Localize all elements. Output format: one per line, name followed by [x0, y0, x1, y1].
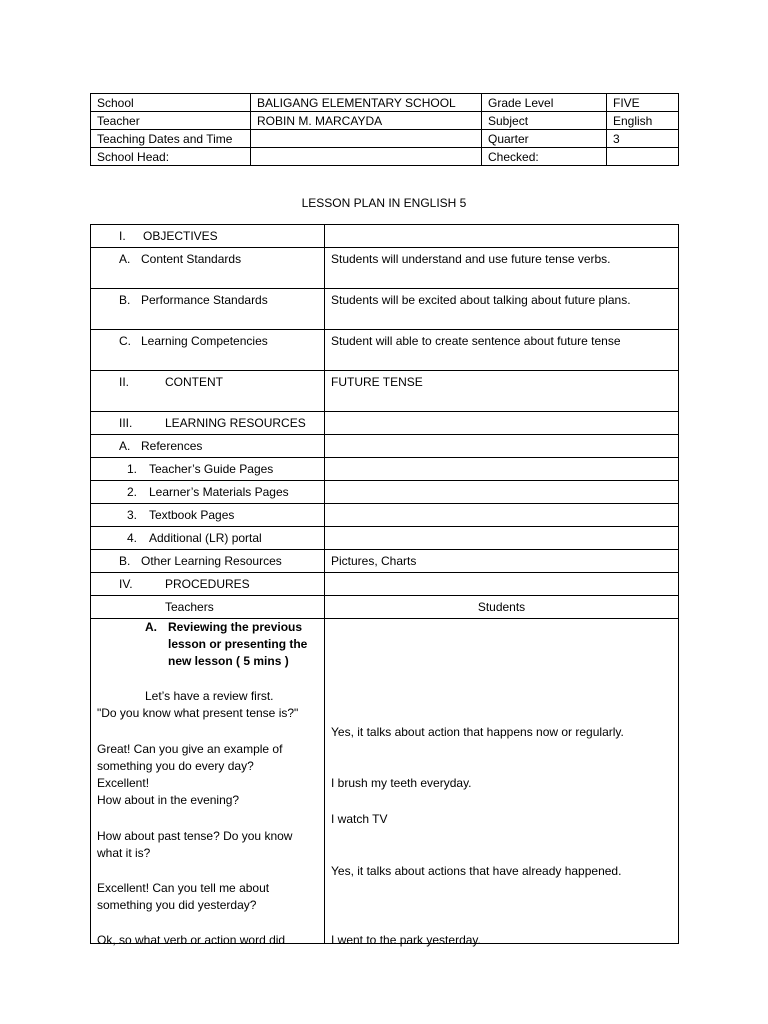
- content-standards-label: A. Content Standards: [91, 248, 325, 289]
- table-row: [91, 412, 679, 435]
- table-row: [91, 527, 679, 550]
- info-label-school: School: [91, 94, 251, 112]
- table-row: [91, 550, 679, 573]
- student-line: Yes, it talks about actions that have already happened.: [331, 864, 622, 878]
- section-a-line-2: lesson or presenting the: [168, 637, 308, 651]
- empty-cell: [325, 527, 679, 550]
- school-info-table: [90, 93, 679, 166]
- info-value-dates: [251, 130, 482, 148]
- empty-cell: [325, 225, 679, 248]
- objectives-heading: I. OBJECTIVES: [91, 225, 325, 248]
- info-value-grade-level: FIVE: [607, 94, 679, 112]
- empty-cell: [325, 573, 679, 596]
- info-label-school-head: School Head:: [91, 148, 251, 166]
- teacher-line: Excellent!: [97, 776, 150, 790]
- teacher-line: something you did yesterday?: [97, 898, 257, 912]
- other-resources-value: Pictures, Charts: [325, 550, 679, 573]
- learning-competencies-label: C. Learning Competencies: [91, 330, 325, 371]
- table-row: [91, 112, 679, 130]
- teacher-line: "Do you know what present tense is?": [97, 706, 299, 720]
- student-line: I went to the park yesterday.: [331, 933, 481, 947]
- page-title: LESSON PLAN IN ENGLISH 5: [301, 196, 467, 210]
- teacher-line: How about in the evening?: [97, 793, 240, 807]
- empty-cell: [325, 435, 679, 458]
- empty-cell: [325, 412, 679, 435]
- empty-cell: [325, 458, 679, 481]
- info-label-checked: Checked:: [482, 148, 607, 166]
- ref-item-learners-materials: 2. Learner’s Materials Pages: [91, 481, 325, 504]
- table-row: [91, 504, 679, 527]
- info-label-teacher: Teacher: [91, 112, 251, 130]
- info-value-subject: English: [607, 112, 679, 130]
- info-value-school-head: [251, 148, 482, 166]
- table-row: [91, 371, 679, 412]
- table-row: [91, 248, 679, 289]
- performance-standards-label: B. Performance Standards: [91, 289, 325, 330]
- ref-item-teachers-guide: 1. Teacher’s Guide Pages: [91, 458, 325, 481]
- teachers-column-header: Teachers: [91, 596, 325, 619]
- table-row: [91, 94, 679, 112]
- teacher-line: Ok, so what verb or action word did: [97, 933, 286, 947]
- info-label-grade-level: Grade Level: [482, 94, 607, 112]
- ref-item-textbook: 3. Textbook Pages: [91, 504, 325, 527]
- empty-cell: [325, 504, 679, 527]
- student-line: I brush my teeth everyday.: [331, 776, 472, 790]
- references-label: A. References: [91, 435, 325, 458]
- teacher-line: something you do every day?: [97, 759, 254, 773]
- procedures-heading: IV. PROCEDURES: [91, 573, 325, 596]
- info-label-subject: Subject: [482, 112, 607, 130]
- content-standards-value: Students will understand and use future tense verbs.: [325, 248, 679, 289]
- table-row: [91, 435, 679, 458]
- ref-item-lr-portal: 4. Additional (LR) portal: [91, 527, 325, 550]
- info-value-quarter: 3: [607, 130, 679, 148]
- table-row: [91, 148, 679, 166]
- content-heading: II. CONTENT: [91, 371, 325, 412]
- teacher-line: How about past tense? Do you know: [97, 829, 293, 843]
- teacher-line: Great! Can you give an example of: [97, 742, 283, 756]
- table-row: [91, 619, 679, 944]
- table-row: [91, 289, 679, 330]
- info-value-checked: [607, 148, 679, 166]
- table-row: [91, 481, 679, 504]
- student-line: I watch TV: [331, 812, 388, 826]
- table-row: [91, 330, 679, 371]
- section-a-line-1: Reviewing the previous: [168, 620, 303, 634]
- teacher-procedure-cell: [91, 619, 325, 947]
- info-value-teacher: ROBIN M. MARCAYDA: [251, 112, 482, 130]
- table-row: [91, 130, 679, 148]
- other-resources-label: B. Other Learning Resources: [91, 550, 325, 573]
- content-value: FUTURE TENSE: [325, 371, 679, 412]
- info-label-dates: Teaching Dates and Time: [91, 130, 251, 148]
- student-line: Yes, it talks about action that happens now or regularly.: [331, 725, 624, 739]
- section-a-line-3: new lesson ( 5 mins ): [168, 654, 289, 668]
- info-label-quarter: Quarter: [482, 130, 607, 148]
- student-procedure-cell: [325, 619, 679, 947]
- performance-standards-value: Students will be excited about talking about future plans.: [325, 289, 679, 330]
- learning-competencies-value: Student will able to create sentence about future tense: [325, 330, 679, 371]
- learning-resources-heading: III. LEARNING RESOURCES: [91, 412, 325, 435]
- table-row: [91, 596, 679, 619]
- info-value-school: BALIGANG ELEMENTARY SCHOOL: [251, 94, 482, 112]
- table-row: [91, 458, 679, 481]
- teacher-line: Let’s have a review first.: [145, 689, 274, 703]
- table-row: [91, 225, 679, 248]
- table-row: [91, 573, 679, 596]
- lesson-plan-table: [90, 224, 679, 947]
- students-column-header: Students: [325, 596, 679, 619]
- teacher-line: what it is?: [97, 846, 151, 860]
- section-a-letter: A.: [145, 620, 157, 634]
- empty-cell: [325, 481, 679, 504]
- teacher-line: Excellent! Can you tell me about: [97, 881, 270, 895]
